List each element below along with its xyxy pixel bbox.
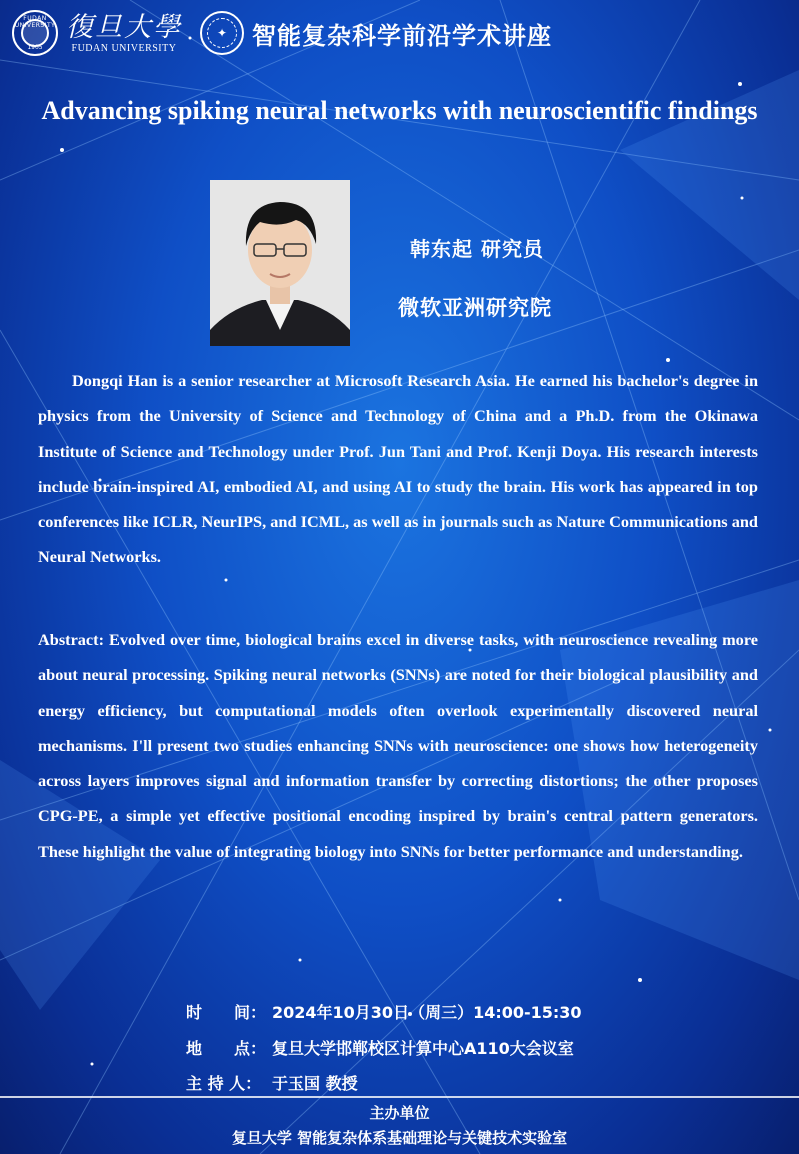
talk-abstract: Abstract: Evolved over time, biological brains excel in diverse tasks, with neuroscience revealing more about neural processing. Spiking neural networks (SNNs) are noted for their biological plausibility and energy efficiency, but computational models often overlook experimentally discovered neural mechanisms. I'll present two studies enhancing SNNs with neuroscience: one shows how heterogeneity across layers improves signal and information transfer by correcting distortions; the other proposes CPG-PE, a simple yet effective positional encoding inspired by brain's central pattern generators. These highlight the value of integrating biology into SNNs for better performance and understanding. [38,630,758,861]
university-name-en: FUDAN UNIVERSITY [71,42,177,54]
seal-year: 1905 [27,44,43,51]
event-host-row [186,1071,358,1094]
university-name-cn: 復旦大學 [66,11,182,43]
lab-logo-emblem-icon: ✦ [207,18,237,48]
host-label: 主 持 人： [186,1074,262,1093]
place-value: 复旦大学邯郸校区计算中心A110大会议室 [272,1039,574,1058]
talk-title: Advancing spiking neural networks with neuroscientific findings [41,96,758,125]
organizer-name: 复旦大学 智能复杂体系基础理论与关键技术实验室 [231,1129,568,1147]
university-wordmark [66,13,182,54]
speaker-organization: 微软亚洲研究院 [398,296,552,320]
speaker-bio: Dongqi Han is a senior researcher at Microsoft Research Asia. He earned his bachelor's degree in physics from the University of Science and Technology of China and a Ph.D. from the Okinawa Institute of Science and Technology under Prof. Jun Tani and Prof. Kenji Doya. His research interests include brain-inspired AI, embodied AI, and using AI to study the brain. His work has appeared in top conferences like ICLR, NeurIPS, and ICML, as well as in journals such as Nature Communications and Neural Networks. [38,371,758,567]
speaker-photo [210,180,350,346]
speaker-name: 韩东起 研究员 [410,237,544,261]
time-value: 2024年10月30日（周三）14:00-15:30 [272,1003,582,1022]
place-label: 地 点： [186,1039,267,1058]
lab-logo-icon [200,11,244,55]
footer-divider [0,1096,799,1098]
time-label: 时 间： [186,1003,267,1022]
fudan-seal-logo [12,10,58,56]
seal-text: FUDAN UNIVERSITY [14,15,56,29]
series-title: 智能复杂科学前沿学术讲座 [252,21,552,50]
event-time-row [186,1000,582,1023]
host-value: 于玉国 教授 [272,1074,358,1093]
organizer-label: 主办单位 [369,1104,430,1122]
header [0,0,799,66]
event-place-row [186,1036,574,1059]
